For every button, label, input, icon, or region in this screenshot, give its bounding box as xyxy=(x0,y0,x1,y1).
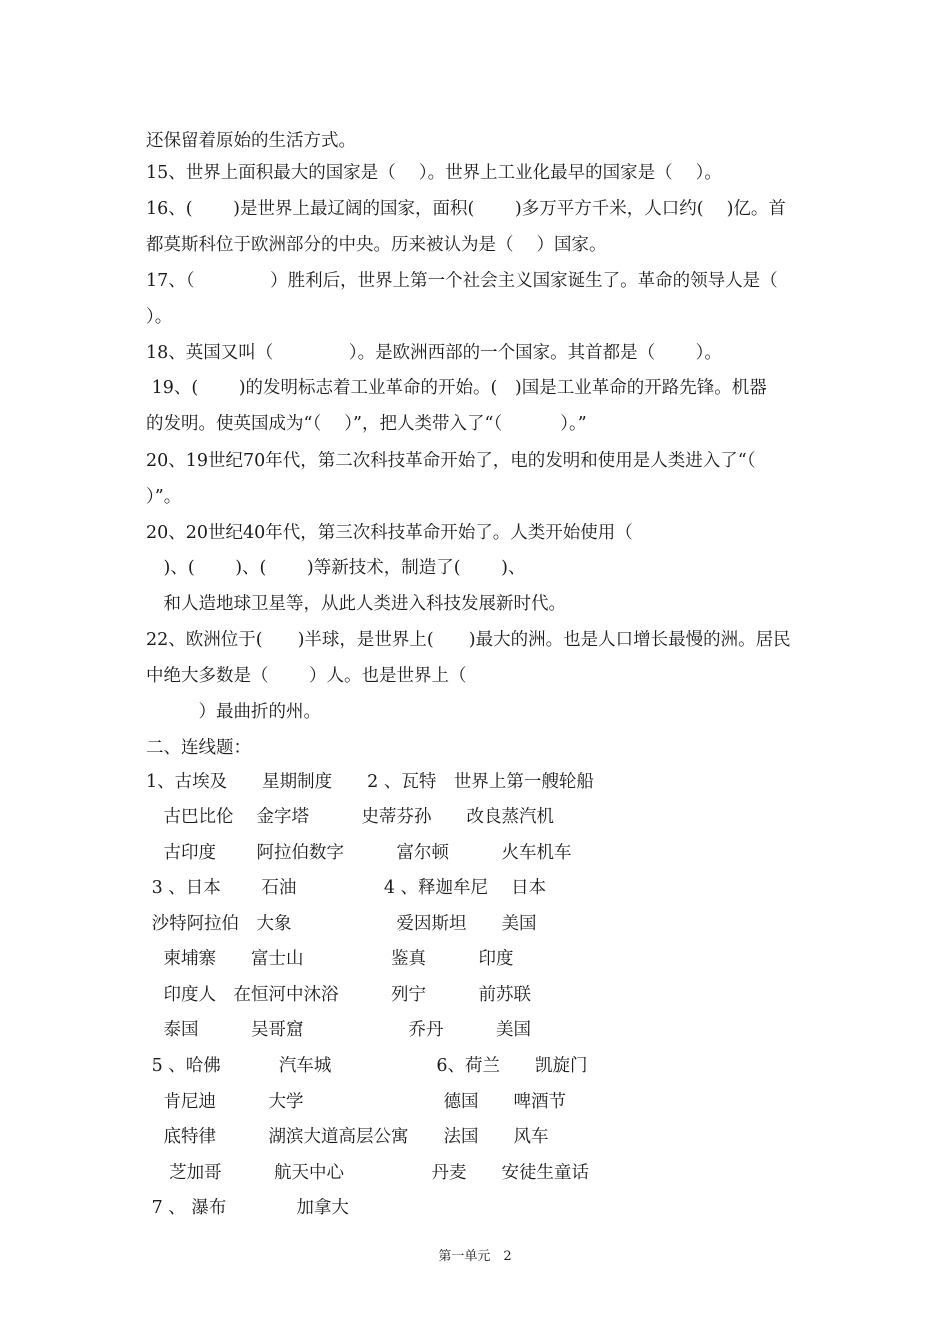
matching-row: 印度人 在恒河中沐浴 列宁 前苏联 xyxy=(146,985,531,1005)
question-19-line-2: 的发明。使英国成为“（ ）”，把人类带入了“（ ）。” xyxy=(146,414,587,434)
matching-row: 古印度 阿拉伯数字 富尔顿 火车机车 xyxy=(146,843,572,863)
matching-row: 沙特阿拉伯 大象 爱因斯坦 美国 xyxy=(146,914,537,934)
matching-row: 7 、 瀑布 加拿大 xyxy=(146,1198,349,1218)
page-footer: 第一单元 2 xyxy=(438,1249,512,1264)
section-heading-matching: 二、连线题： xyxy=(146,738,251,758)
matching-row: 1、古埃及 星期制度 2 、瓦特 世界上第一艘轮船 xyxy=(146,772,594,792)
question-20a-line-1: 20、19世纪70年代，第二次科技革命开始了，电的发明和使用是人类进入了“（ xyxy=(146,451,756,471)
matching-row: 底特律 湖滨大道高层公寓 法国 风车 xyxy=(146,1127,549,1147)
matching-row: 泰国 吴哥窟 乔丹 美国 xyxy=(146,1020,531,1040)
question-20b-line-1: 20、20世纪40年代，第三次科技革命开始了。人类开始使用（ xyxy=(146,523,633,543)
question-17-line-1: 17、（ ）胜利后，世界上第一个社会主义国家诞生了。革命的领导人是（ xyxy=(146,271,778,291)
question-17-line-2: ）。 xyxy=(146,307,173,327)
question-16-line-2: 都莫斯科位于欧洲部分的中央。历来被认为是（ ）国家。 xyxy=(146,235,607,255)
question-16-line-1: 16、( )是世界上最辽阔的国家，面积( )多万平方千米，人口约( )亿。首 xyxy=(146,199,786,219)
matching-row: 古巴比伦 金字塔 史蒂芬孙 改良蒸汽机 xyxy=(146,807,555,827)
matching-row: 5 、哈佛 汽车城 6、荷兰 凯旋门 xyxy=(146,1056,588,1076)
question-22-line-1: 22、欧洲位于( )半球，是世界上( )最大的洲。也是人口增长最慢的洲。居民 xyxy=(146,630,791,650)
question-22-line-2: 中绝大多数是（ ）人。也是世界上（ xyxy=(146,666,467,686)
question-22-line-3: ）最曲折的州。 xyxy=(146,702,321,722)
matching-row: 柬埔寨 富士山 鉴真 印度 xyxy=(146,949,514,969)
matching-row: 3 、日本 石油 4 、释迦牟尼 日本 xyxy=(146,878,547,898)
question-18: 18、英国又叫（ ）。是欧洲西部的一个国家。其首都是（ ）。 xyxy=(146,343,722,363)
question-20a-line-2: ）”。 xyxy=(146,487,182,507)
matching-row: 芝加哥 航天中心 丹麦 安徒生童话 xyxy=(146,1163,590,1183)
question-15: 15、世界上面积最大的国家是（ ）。世界上工业化最早的国家是（ ）。 xyxy=(146,163,722,183)
question-19-line-1: 19、( )的发明标志着工业革命的开始。( )国是工业革命的开路先锋。机器 xyxy=(146,378,767,398)
question-20b-line-2: )、( )、( )等新技术，制造了( )、 xyxy=(146,558,526,578)
matching-row: 肯尼迪 大学 德国 啤酒节 xyxy=(146,1092,566,1112)
text-line-1: 还保留着原始的生活方式。 xyxy=(146,131,356,151)
question-20b-line-3: 和人造地球卫星等，从此人类进入科技发展新时代。 xyxy=(146,594,566,614)
